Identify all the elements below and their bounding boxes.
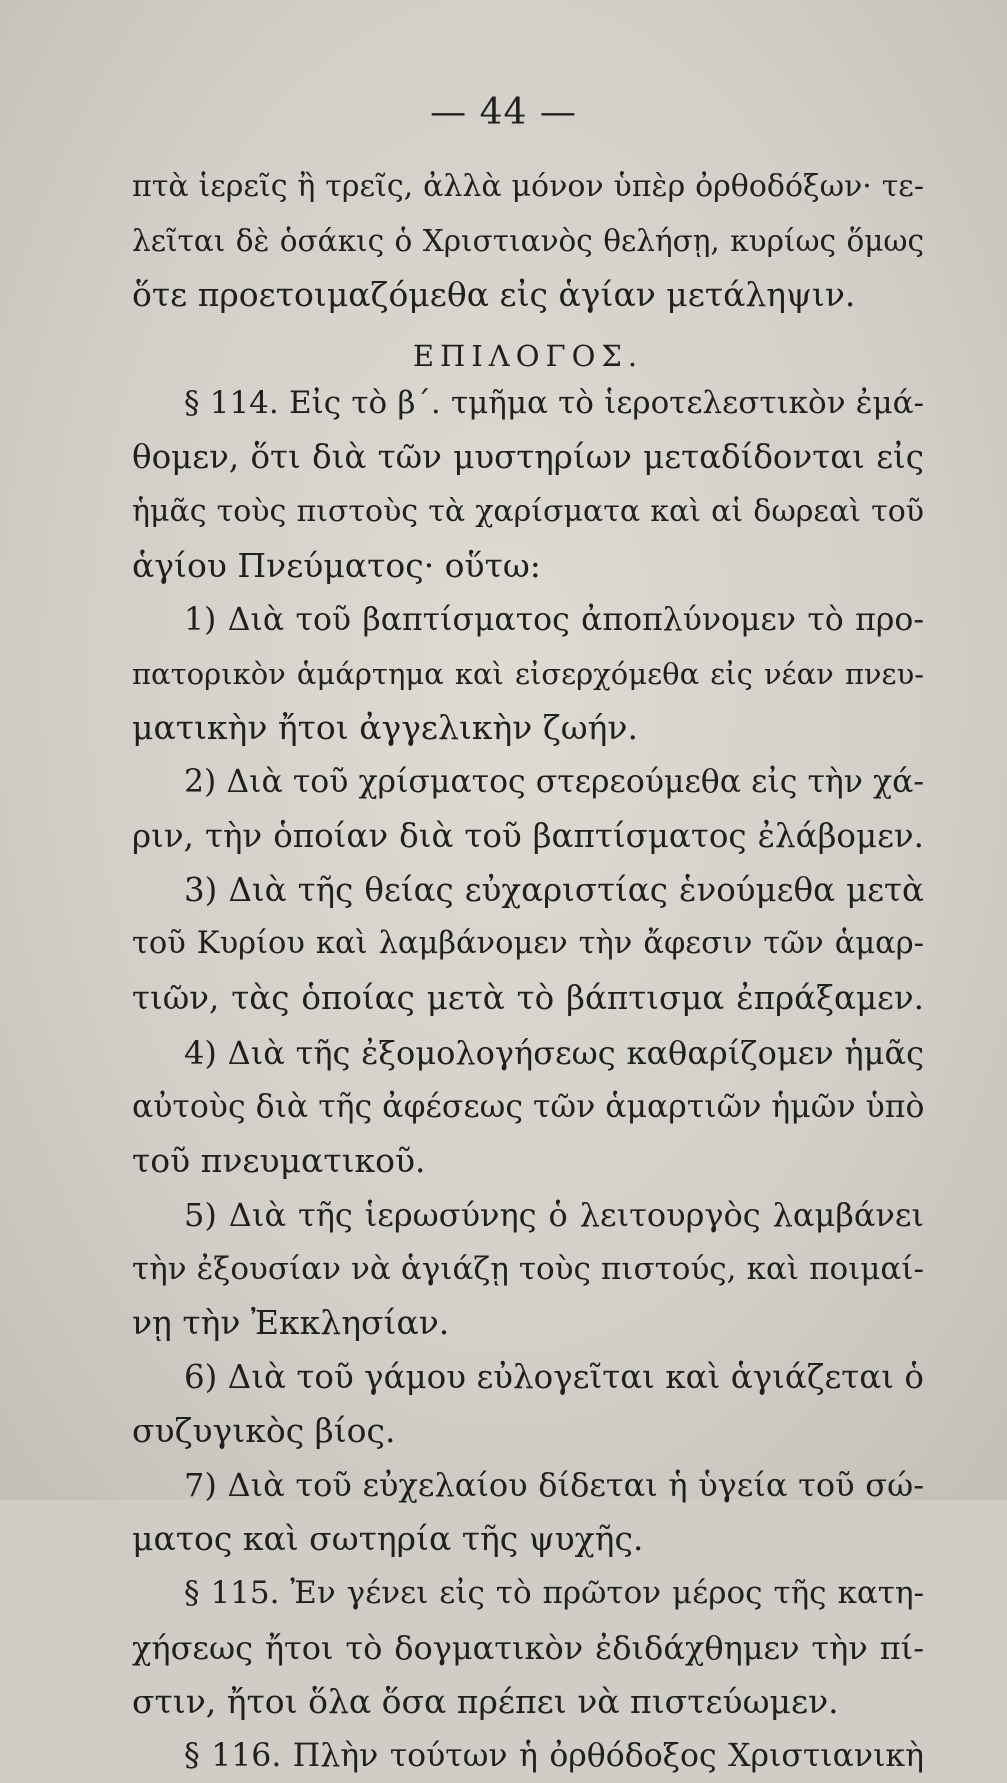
text-line: στιν, ἤτοι ὅλα ὅσα πρέπει νὰ πιστεύωμεν. <box>132 1681 839 1721</box>
list-item-7-line: 7) Διὰ τοῦ εὐχελαίου δίδεται ἡ ὑγεία τοῦ σώ- <box>184 1466 924 1505</box>
section-heading: ΕΠΙΛΟΓΟΣ. <box>412 339 644 374</box>
text-line: λεῖται δὲ ὁσάκις ὁ Χριστιανὸς θελήσῃ, κυρίως ὅμως <box>132 224 924 259</box>
text-line: ματος καὶ σωτηρία τῆς ψυχῆς. <box>132 1519 644 1559</box>
text-line: ματικὴν ἤτοι ἀγγελικὴν ζωήν. <box>132 707 638 747</box>
text-line: ὅτε προετοιμαζόμεθα εἰς ἁγίαν μετάληψιν. <box>132 275 856 315</box>
text-line: ἡμᾶς τοὺς πιστοὺς τὰ χαρίσματα καὶ αἱ δωρεαὶ τοῦ <box>132 493 924 529</box>
text-line: αὐτοὺς διὰ τῆς ἀφέσεως τῶν ἁμαρτιῶν ἡμῶν ὑπὸ <box>132 1088 925 1125</box>
section-114-line: § 114. Εἰς τὸ β΄. τμῆμα τὸ ἱεροτελεστικὸν ἐμά- <box>184 385 924 422</box>
text-line: ἁγίου Πνεύματος· οὕτω: <box>132 545 541 585</box>
text-line: νῃ τὴν Ἐκκλησίαν. <box>132 1302 450 1342</box>
text-line: πτὰ ἱερεῖς ἢ τρεῖς, ἀλλὰ μόνον ὑπὲρ ὀρθοδόξων· τε- <box>132 169 924 204</box>
text-line: τιῶν, τὰς ὁποίας μετὰ τὸ βάπτισμα ἐπράξαμεν. <box>132 979 924 1018</box>
list-item-3-line: 3) Διὰ τῆς θείας εὐχαριστίας ἑνούμεθα μετὰ <box>184 871 924 910</box>
list-item-1-line: 1) Διὰ τοῦ βαπτίσματος ἀποπλύνομεν τὸ προ- <box>184 601 924 638</box>
text-line: τὴν ἐξουσίαν νὰ ἁγιάζῃ τοὺς πιστούς, καὶ ποιμαί- <box>132 1250 924 1287</box>
text-line: ριν, τὴν ὁποίαν διὰ τοῦ βαπτίσματος ἐλάβομεν. <box>132 817 924 856</box>
page-number: — 44 — <box>430 92 577 133</box>
text-line: συζυγικὸς βίος. <box>132 1411 396 1451</box>
page-body <box>132 160 924 1783</box>
section-115-line: § 115. Ἐν γένει εἰς τὸ πρῶτον μέρος τῆς κατη- <box>184 1575 924 1612</box>
list-item-4-line: 4) Διὰ τῆς ἐξομολογήσεως καθαρίζομεν ἡμᾶς <box>184 1033 924 1072</box>
text-line: τοῦ Κυρίου καὶ λαμβάνομεν τὴν ἄφεσιν τῶν ἁμαρ- <box>132 926 924 962</box>
list-item-6-line: 6) Διὰ τοῦ γάμου εὐλογεῖται καὶ ἁγιάζεται ὁ <box>184 1358 924 1397</box>
text-line: τοῦ πνευματικοῦ. <box>132 1140 426 1180</box>
text-line: θομεν, ὅτι διὰ τῶν μυστηρίων μεταδίδονται εἰς <box>132 438 924 477</box>
text-line: πατορικὸν ἁμάρτημα καὶ εἰσερχόμεθα εἰς νέαν πνευ- <box>132 656 924 691</box>
list-item-5-line: 5) Διὰ τῆς ἱερωσύνης ὁ λειτουργὸς λαμβάνει <box>184 1195 924 1234</box>
section-116-line: § 116. Πλὴν τούτων ἡ ὀρθόδοξος Χριστιανικὴ <box>184 1737 924 1774</box>
text-line: χήσεως ἤτοι τὸ δογματικὸν ἐδιδάχθημεν τὴν πί- <box>132 1628 924 1667</box>
list-item-2-line: 2) Διὰ τοῦ χρίσματος στερεούμεθα εἰς τὴν χά- <box>184 764 924 801</box>
